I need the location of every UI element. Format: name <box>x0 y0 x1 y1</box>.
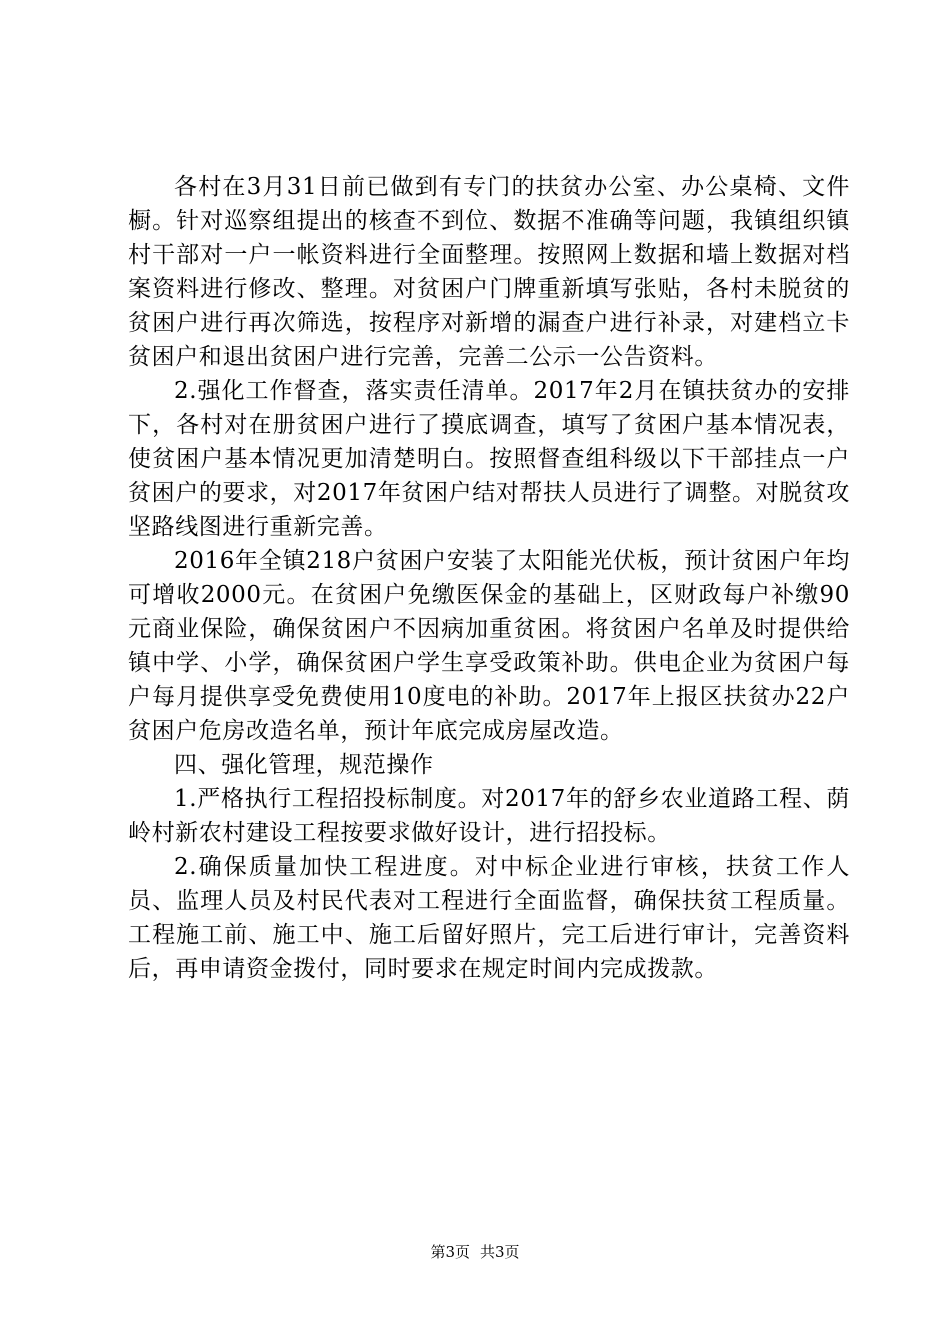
page-footer <box>0 1242 950 1262</box>
paragraph-poverty-measures: 2016年全镇218户贫困户安装了太阳能光伏板，预计贫困户年均可增收2000元。在贫困户免缴医保金的基础上，区财政每户补缴90元商业保险，确保贫困户不因病加重贫困。将贫困户名单及时提供给镇中学、小学，确保贫困户学生享受政策补助。供电企业为贫困户每户每月提供享受免费使用10度电的补助。2017年上报区扶贫办22户贫困户危房改造名单，预计年底完成房屋改造。 <box>128 548 850 744</box>
paragraph-work-supervision: 2.强化工作督查，落实责任清单。2017年2月在镇扶贫办的安排下，各村对在册贫困户进行了摸底调查，填写了贫困户基本情况表，使贫困户基本情况更加清楚明白。按照督查组科级以下干部挂点一户贫困户的要求，对2017年贫困户结对帮扶人员进行了调整。对脱贫攻坚路线图进行重新完善。 <box>128 378 850 540</box>
paragraph-bidding-system: 1.严格执行工程招投标制度。对2017年的舒乡农业道路工程、荫岭村新农村建设工程按要求做好设计，进行招投标。 <box>128 786 850 846</box>
page-number-current: 第3页 <box>430 1243 470 1261</box>
document-body <box>128 170 850 986</box>
paragraph-archive-rectification: 各村在3月31日前已做到有专门的扶贫办公室、办公桌椅、文件橱。针对巡察组提出的核查不到位、数据不准确等问题，我镇组织镇村干部对一户一帐资料进行全面整理。按照网上数据和墙上数据对档案资料进行修改、整理。对贫困户门牌重新填写张贴，各村未脱贫的贫困户进行再次筛选，按程序对新增的漏查户进行补录，对建档立卡贫困户和退出贫困户进行完善，完善二公示一公告资料。 <box>128 174 850 370</box>
page-number-total: 共3页 <box>480 1243 520 1261</box>
section-heading-management: 四、强化管理，规范操作 <box>174 752 434 778</box>
paragraph-quality-progress: 2.确保质量加快工程进度。对中标企业进行审核，扶贫工作人员、监理人员及村民代表对工程进行全面监督，确保扶贫工程质量。工程施工前、施工中、施工后留好照片，完工后进行审计，完善资料后，再申请资金拨付，同时要求在规定时间内完成拨款。 <box>128 854 850 982</box>
